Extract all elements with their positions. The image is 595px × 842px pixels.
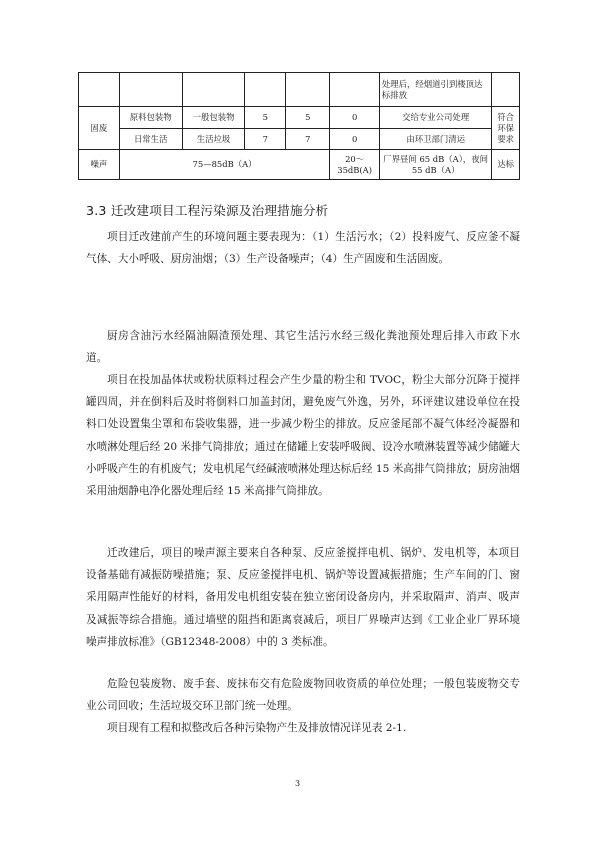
noise-boundary-cell: 厂界昼间 65 dB（A），夜间 55 dB（A） [379, 150, 491, 180]
value-cell: 5 [286, 107, 330, 129]
table-row [79, 150, 520, 180]
emissions-table [78, 72, 520, 180]
table-row [79, 73, 520, 107]
category-cell: 固废 [79, 107, 120, 150]
value-cell: 5 [245, 107, 286, 129]
page-number: 3 [294, 779, 301, 788]
type-cell: 一般包装物 [182, 107, 245, 129]
noise-source-cell: 75—85dB（A） [119, 150, 330, 180]
table-row [79, 107, 520, 129]
paragraph: 项目迁改建前产生的环境问题主要表现为：（1）生活污水；（2）投料废气、反应釜不凝气体、大小呼吸、厨房油烟；（3）生产设备噪声；（4）生产固废和生活固废。 [86, 231, 520, 266]
paragraph: 厨房含油污水经隔油隔渣预处理、其它生活污水经三级化粪池预处理后排入市政下水道。 [86, 330, 520, 365]
section-heading: 3.3 迁改建项目工程污染源及治理措施分析 [86, 203, 329, 218]
value-cell: 0 [330, 129, 380, 150]
value-cell: 7 [245, 129, 286, 150]
name-cell: 日常生活 [119, 129, 182, 150]
paragraph: 项目在投加晶体状或粉状原料过程会产生少量的粉尘和 TVOC，粉尘大部分沉降于搅拌罐四周，并在倒料后及时将倒料口加盖封闭，避免废气外逸，另外，环评建议建设单位在投料口处设置集尘罩和布袋收集器，进一步减少粉尘的排放。反应釜尾部不凝气体经冷凝器和水喷淋处理后经 20 米排气筒排放；通过在储罐上安装呼吸阀、设冷水喷淋装置等减少储罐大小呼吸产生的有机废气；发电机尾气经碱液喷淋处理达标后经 15 米高排气筒排放；厨房油烟采用油烟静电净化器处理后经 15 米高排气筒排放。 [86, 374, 520, 498]
value-cell: 0 [330, 107, 380, 129]
paragraph: 迁改建后，项目的噪声源主要来自各种泵、反应釜搅拌电机、锅炉、发电机等，本项目设备基础有减振防噪措施；泵、反应釜搅拌电机、锅炉等设置减振措施；生产车间的门、窗采用隔声性能好的材料，备用发电机组安装在独立密闭设备房内，并采取隔声、消声、吸声及减振等综合措施。通过墙壁的阻挡和距离衰减后，项目厂界噪声达到《工业企业厂界环境噪声排放标准》（GB12348-2008）中的 3 类标准。 [86, 547, 520, 648]
category-cell: 噪声 [79, 150, 120, 180]
treatment-cell: 由环卫部门清运 [379, 129, 491, 150]
paragraph: 项目现有工程和拟整改后各种污染物产生及排放情况详见表 2-1. [107, 722, 407, 734]
treatment-cell: 处理后，经烟道引到楼顶达标排放 [379, 73, 491, 107]
value-cell: 7 [286, 129, 330, 150]
table-row [79, 129, 520, 150]
paragraph: 危险包装废物、废手套、废抹布交有危险废物回收资质的单位处理；一般包装废物交专业公司回收；生活垃圾交环卫部门统一处理。 [86, 678, 520, 713]
noise-reduction-cell: 20～35dB(A) [330, 150, 380, 180]
compliance-cell: 达标 [492, 150, 520, 180]
treatment-cell: 交给专业公司处理 [379, 107, 491, 129]
compliance-cell: 符合环保要求 [492, 107, 520, 150]
name-cell: 原料包装物 [119, 107, 182, 129]
type-cell: 生活垃圾 [182, 129, 245, 150]
